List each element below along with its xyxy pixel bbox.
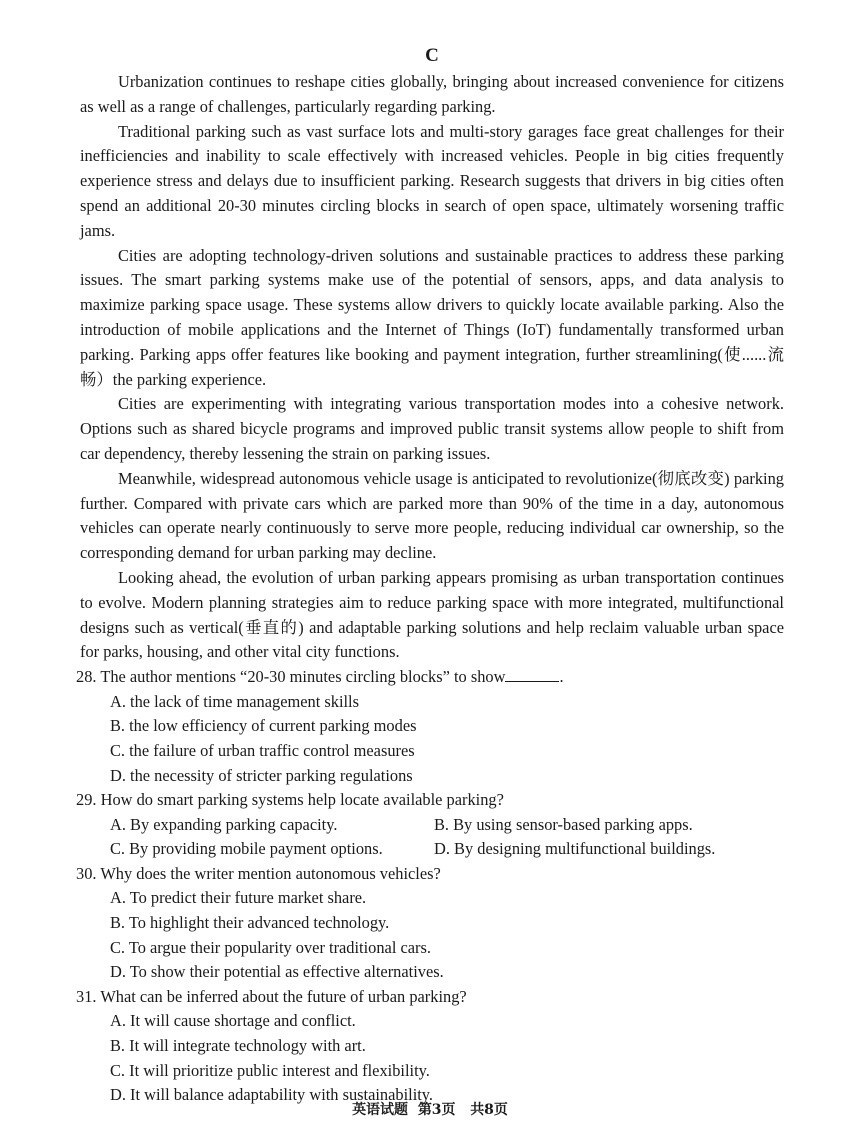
passage-paragraph-2: Traditional parking such as vast surface lots and multi-story garages face great challenges for their inefficiencies and inability to scale effectively with increased vehicles. People in big cities frequently experience stress and delays due to insufficient parking. Research suggests that drivers in big cities often spend an additional 20-30 minutes circling blocks in search of open space, ultimately worsening traffic jams. [80,121,784,240]
page-footer [0,1100,860,1120]
options [80,690,784,788]
options [80,886,784,984]
options [80,1009,784,1107]
footer-page-number: 第3页 [417,1102,456,1118]
question-31 [76,985,784,1108]
option-b[interactable]: B. By using sensor-based parking apps. [434,814,693,834]
question-30 [76,862,784,985]
option-d[interactable]: D. To show their potential as effective alternatives. [110,962,444,982]
question-stem [76,862,784,887]
option-b[interactable]: B. the low efficiency of current parking modes [110,716,417,736]
option-row [110,813,784,838]
question-29 [76,788,784,862]
option-c[interactable]: C. the failure of urban traffic control measures [110,740,415,760]
option-a[interactable]: A. To predict their future market share. [110,888,367,908]
question-stem [76,985,784,1010]
answer-blank [505,667,559,682]
passage-paragraph-3: Cities are adopting technology-driven solutions and sustainable practices to address these parking issues. The smart parking systems make use of the potential of sensors, apps, and data analysis to maximize parking space usage. These systems allow drivers to quickly locate available parking. Also the introduction of mobile applications and the Internet of Things (IoT) fundamentally transformed urban parking. Parking apps offer features like booking and payment integration, further streamlining(使......流畅）the parking experience. [80,245,784,389]
options [80,813,784,862]
passage-paragraph-6: Looking ahead, the evolution of urban parking appears promising as urban transportation continues to evolve. Modern planning strategies aim to reduce parking space with more integrated, multifunctional designs such as vertical(垂直的) and adaptable parking solutions and help reclaim valuable urban space for parks, housing, and other vital city functions. [80,567,784,662]
question-text-end: . [559,667,564,687]
question-number: 30. [76,863,97,883]
option-d[interactable]: D. It will balance adaptability with sustainability. [110,1085,434,1105]
passage-paragraph-4: Cities are experimenting with integrating various transportation modes into a cohesive network. Options such as shared bicycle programs and improved public transit systems allow people to shift from car dependency, thereby lessening the strain on parking issues. [80,394,784,463]
option-a[interactable]: A. the lack of time management skills [110,691,359,711]
question-28 [76,665,784,788]
question-number: 31. [76,986,97,1006]
passage-paragraph-1: Urbanization continues to reshape cities globally, bringing about increased convenience for citizens as well as a range of challenges, particularly regarding parking. [80,72,784,116]
option-row [110,837,784,862]
footer-subject: 英语试题 [352,1102,409,1118]
question-stem [76,788,784,813]
option-b[interactable]: B. To highlight their advanced technology. [110,913,390,933]
question-number: 28. [76,667,97,687]
option-a[interactable]: A. By expanding parking capacity. [110,814,338,834]
footer-total-pages: 共8页 [470,1102,508,1118]
exam-page [76,44,784,1108]
option-a[interactable]: A. It will cause shortage and conflict. [110,1011,356,1031]
option-b[interactable]: B. It will integrate technology with art. [110,1036,366,1056]
option-c[interactable]: C. To argue their popularity over traditional cars. [110,937,431,957]
question-text: Why does the writer mention autonomous vehicles? [100,863,441,883]
question-text: How do smart parking systems help locate available parking? [100,790,504,810]
question-text: The author mentions “20-30 minutes circling blocks” to show [100,667,506,687]
section-letter: C [425,45,439,66]
option-c[interactable]: C. It will prioritize public interest and flexibility. [110,1060,430,1080]
question-number: 29. [76,790,97,810]
option-c[interactable]: C. By providing mobile payment options. [110,839,383,859]
question-text: What can be inferred about the future of urban parking? [100,986,467,1006]
passage [80,70,784,665]
question-stem [76,665,784,690]
passage-paragraph-5: Meanwhile, widespread autonomous vehicle usage is anticipated to revolutionize(彻底改变) parking further. Compared with private cars which are parked more than 90% of the time in a day, autonomous vehicles can operate nearly continuously to serve more people, reducing individual car ownership, so the corresponding demand for urban parking may decline. [80,468,784,563]
option-d[interactable]: D. By designing multifunctional buildings. [434,839,716,859]
option-d[interactable]: D. the necessity of stricter parking regulations [110,765,413,785]
